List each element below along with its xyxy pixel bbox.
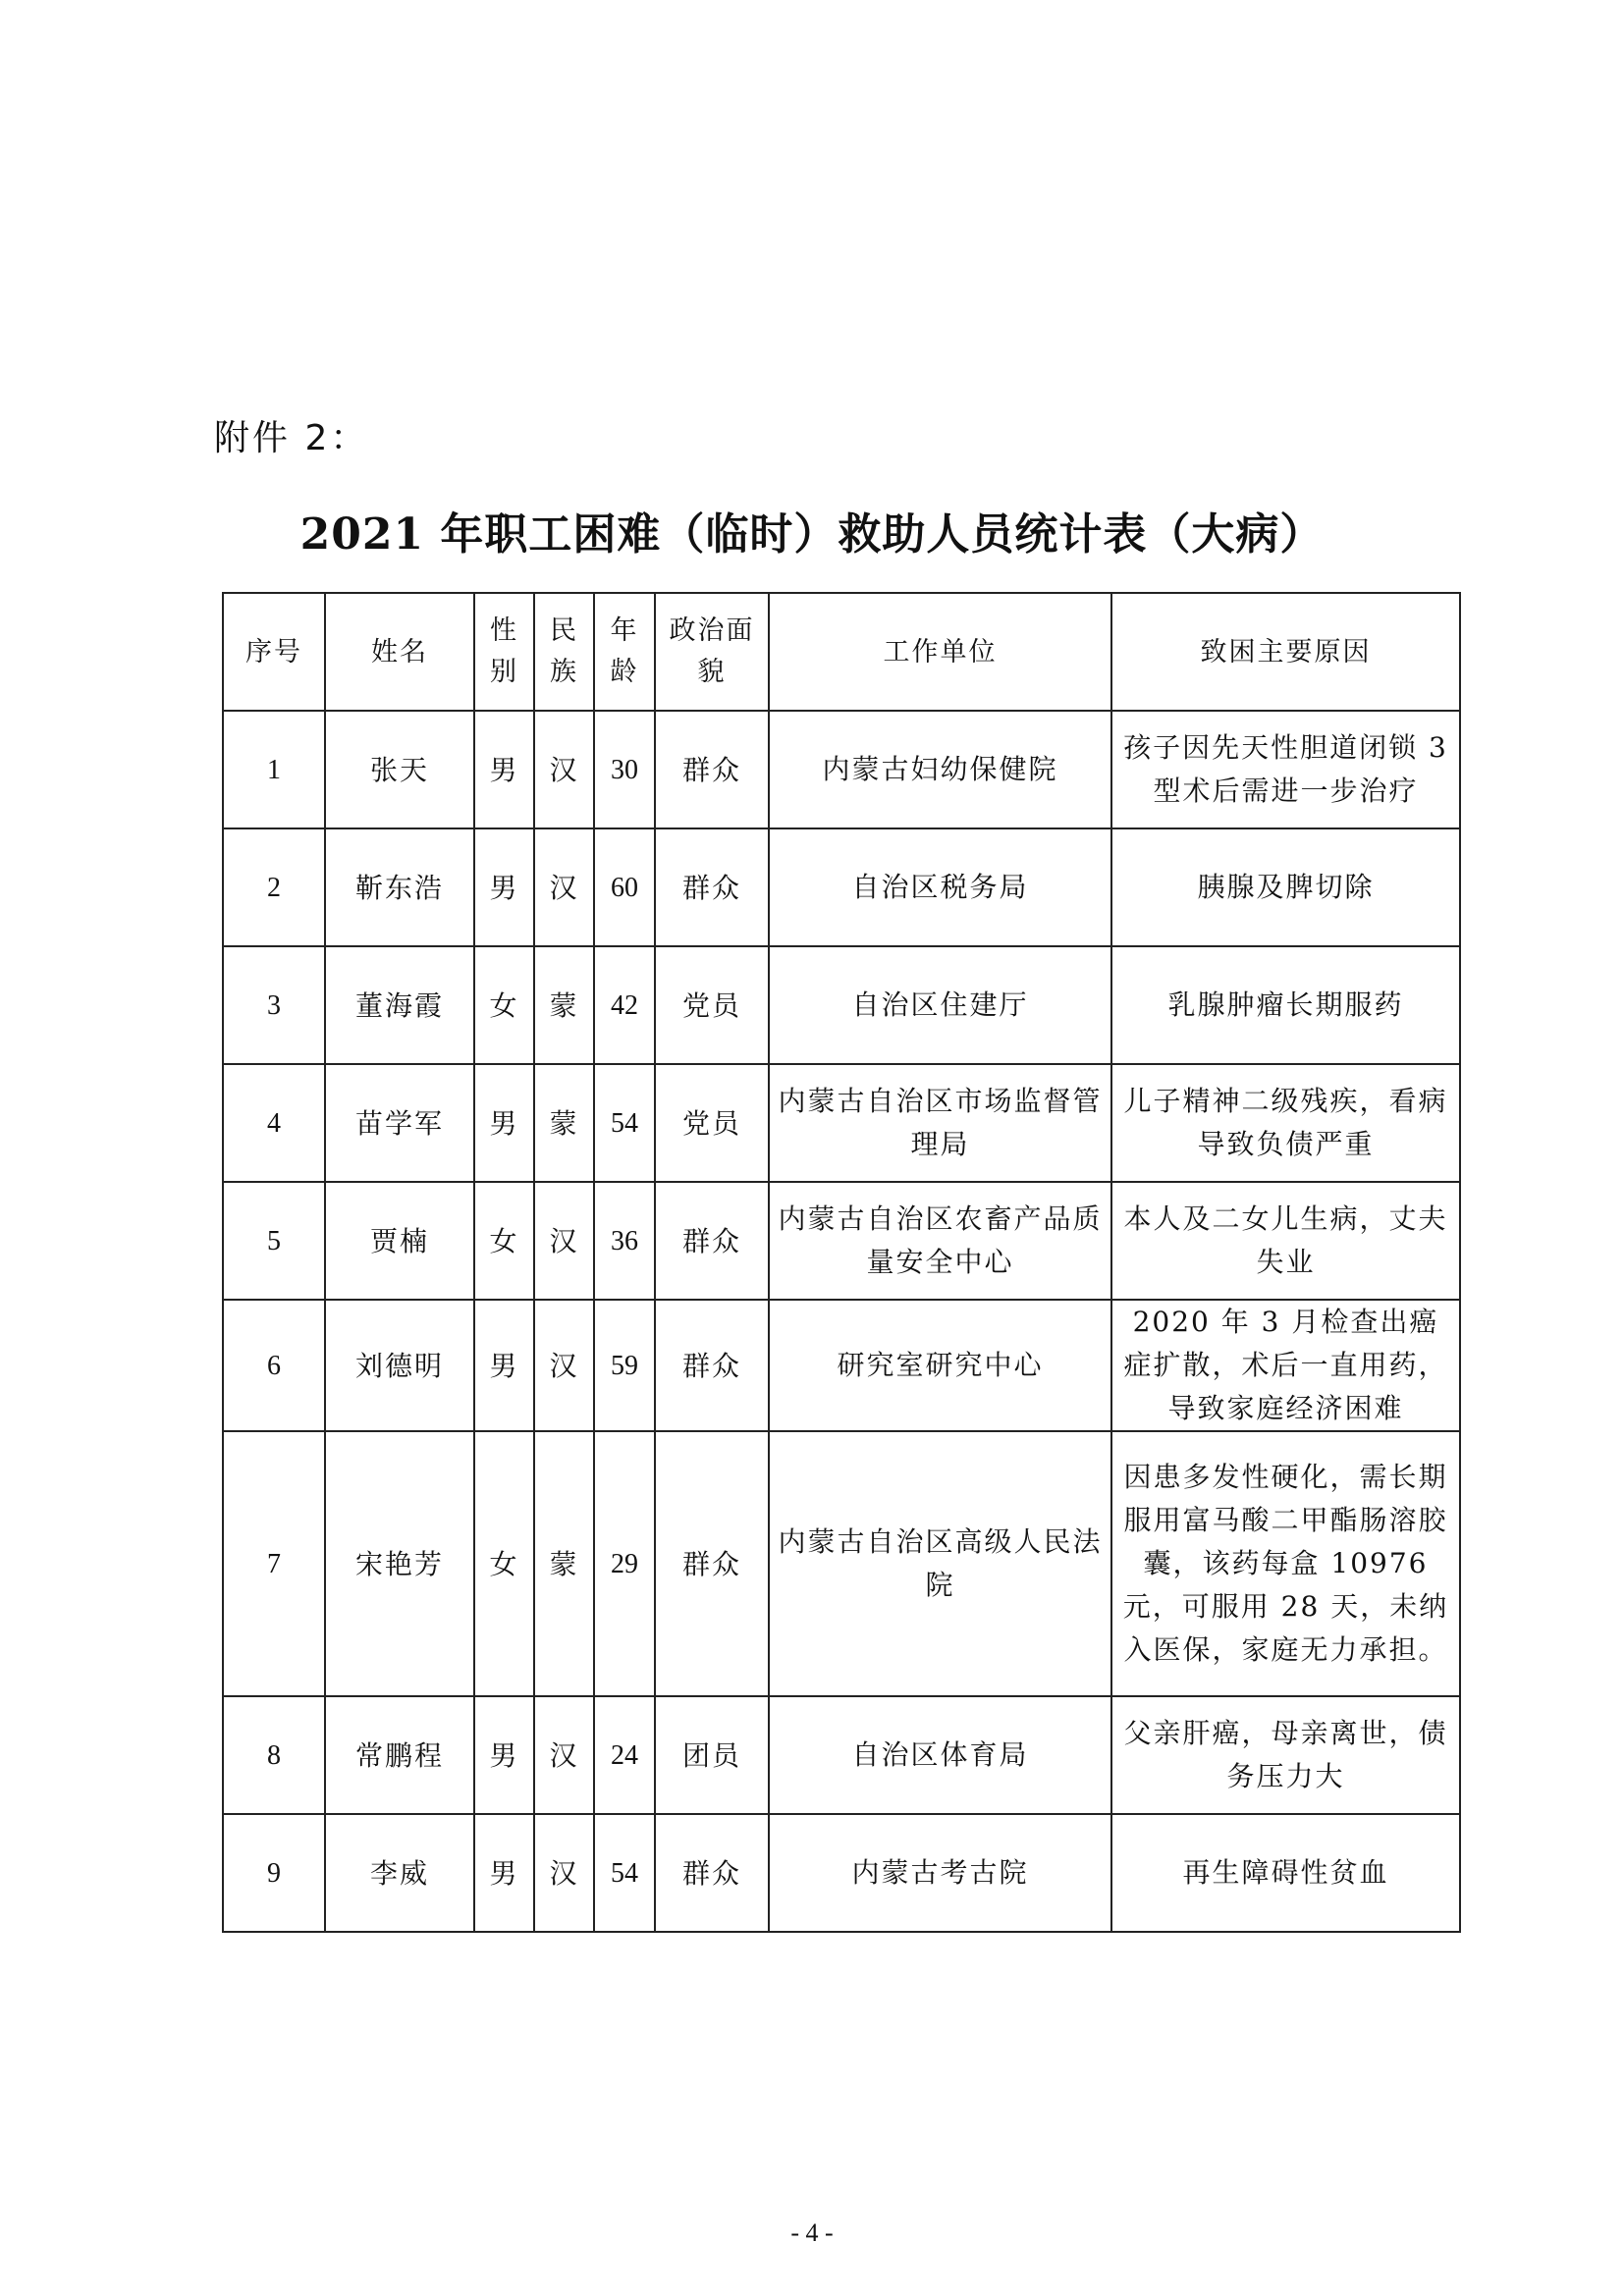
cell-political-status: 群众 xyxy=(655,828,769,946)
header-political-status: 政治面貌 xyxy=(655,593,769,711)
cell-political-status: 群众 xyxy=(655,1182,769,1300)
cell-ethnicity: 蒙 xyxy=(534,1431,594,1696)
cell-gender: 男 xyxy=(474,828,534,946)
cell-reason: 胰腺及脾切除 xyxy=(1111,828,1460,946)
cell-work-unit: 自治区住建厅 xyxy=(769,946,1111,1064)
cell-gender: 男 xyxy=(474,1064,534,1182)
table-row xyxy=(223,1431,1460,1696)
cell-ethnicity: 汉 xyxy=(534,1814,594,1932)
cell-work-unit: 内蒙古自治区市场监督管理局 xyxy=(769,1064,1111,1182)
cell-political-status: 党员 xyxy=(655,1064,769,1182)
table-row xyxy=(223,828,1460,946)
cell-age: 42 xyxy=(594,946,655,1064)
cell-age: 29 xyxy=(594,1431,655,1696)
cell-ethnicity: 汉 xyxy=(534,1182,594,1300)
cell-name: 常鹏程 xyxy=(325,1696,474,1814)
table-row xyxy=(223,711,1460,828)
header-index: 序号 xyxy=(223,593,325,711)
cell-reason: 再生障碍性贫血 xyxy=(1111,1814,1460,1932)
cell-work-unit: 内蒙古自治区高级人民法院 xyxy=(769,1431,1111,1696)
cell-ethnicity: 汉 xyxy=(534,1300,594,1431)
header-work-unit: 工作单位 xyxy=(769,593,1111,711)
cell-work-unit: 自治区体育局 xyxy=(769,1696,1111,1814)
header-reason: 致困主要原因 xyxy=(1111,593,1460,711)
cell-work-unit: 研究室研究中心 xyxy=(769,1300,1111,1431)
attachment-label: 附件 2： xyxy=(214,418,369,458)
cell-index: 4 xyxy=(223,1064,325,1182)
cell-index: 2 xyxy=(223,828,325,946)
cell-political-status: 团员 xyxy=(655,1696,769,1814)
cell-index: 6 xyxy=(223,1300,325,1431)
table-row xyxy=(223,1182,1460,1300)
cell-age: 59 xyxy=(594,1300,655,1431)
cell-name: 贾楠 xyxy=(325,1182,474,1300)
cell-ethnicity: 汉 xyxy=(534,1696,594,1814)
cell-name: 刘德明 xyxy=(325,1300,474,1431)
cell-index: 8 xyxy=(223,1696,325,1814)
cell-work-unit: 内蒙古考古院 xyxy=(769,1814,1111,1932)
cell-political-status: 群众 xyxy=(655,1814,769,1932)
cell-age: 54 xyxy=(594,1064,655,1182)
cell-index: 7 xyxy=(223,1431,325,1696)
cell-reason: 父亲肝癌，母亲离世，债务压力大 xyxy=(1111,1696,1460,1814)
cell-age: 30 xyxy=(594,711,655,828)
cell-work-unit: 内蒙古自治区农畜产品质量安全中心 xyxy=(769,1182,1111,1300)
cell-index: 9 xyxy=(223,1814,325,1932)
table-row xyxy=(223,1696,1460,1814)
cell-gender: 男 xyxy=(474,1300,534,1431)
cell-gender: 女 xyxy=(474,1182,534,1300)
cell-name: 苗学军 xyxy=(325,1064,474,1182)
cell-reason: 乳腺肿瘤长期服药 xyxy=(1111,946,1460,1064)
header-gender: 性别 xyxy=(474,593,534,711)
cell-name: 李威 xyxy=(325,1814,474,1932)
cell-reason: 2020 年 3 月检查出癌症扩散，术后一直用药，导致家庭经济困难 xyxy=(1111,1300,1460,1431)
cell-reason: 儿子精神二级残疾，看病导致负债严重 xyxy=(1111,1064,1460,1182)
cell-reason: 因患多发性硬化，需长期服用富马酸二甲酯肠溶胶囊，该药每盒 10976 元，可服用 28 天，未纳入医保，家庭无力承担。 xyxy=(1111,1431,1460,1696)
cell-name: 宋艳芳 xyxy=(325,1431,474,1696)
cell-ethnicity: 汉 xyxy=(534,828,594,946)
table-row xyxy=(223,1814,1460,1932)
cell-ethnicity: 汉 xyxy=(534,711,594,828)
header-age: 年龄 xyxy=(594,593,655,711)
table-row xyxy=(223,1300,1460,1431)
cell-name: 董海霞 xyxy=(325,946,474,1064)
cell-age: 54 xyxy=(594,1814,655,1932)
cell-political-status: 党员 xyxy=(655,946,769,1064)
cell-work-unit: 内蒙古妇幼保健院 xyxy=(769,711,1111,828)
cell-name: 张天 xyxy=(325,711,474,828)
table-row xyxy=(223,1064,1460,1182)
cell-index: 3 xyxy=(223,946,325,1064)
header-ethnicity: 民族 xyxy=(534,593,594,711)
cell-gender: 男 xyxy=(474,711,534,828)
cell-index: 1 xyxy=(223,711,325,828)
cell-gender: 男 xyxy=(474,1696,534,1814)
statistics-table xyxy=(222,592,1461,1933)
cell-reason: 本人及二女儿生病，丈夫失业 xyxy=(1111,1182,1460,1300)
cell-gender: 女 xyxy=(474,946,534,1064)
cell-political-status: 群众 xyxy=(655,1300,769,1431)
cell-work-unit: 自治区税务局 xyxy=(769,828,1111,946)
header-name: 姓名 xyxy=(325,593,474,711)
cell-age: 36 xyxy=(594,1182,655,1300)
cell-gender: 男 xyxy=(474,1814,534,1932)
page-number: - 4 - xyxy=(790,2218,834,2247)
cell-ethnicity: 蒙 xyxy=(534,1064,594,1182)
cell-age: 60 xyxy=(594,828,655,946)
cell-political-status: 群众 xyxy=(655,1431,769,1696)
document-title: 2021 年职工困难（临时）救助人员统计表（大病） xyxy=(299,509,1325,560)
cell-index: 5 xyxy=(223,1182,325,1300)
cell-political-status: 群众 xyxy=(655,711,769,828)
table-row xyxy=(223,946,1460,1064)
table-header-row xyxy=(223,593,1460,711)
cell-gender: 女 xyxy=(474,1431,534,1696)
cell-ethnicity: 蒙 xyxy=(534,946,594,1064)
cell-age: 24 xyxy=(594,1696,655,1814)
cell-reason: 孩子因先天性胆道闭锁 3 型术后需进一步治疗 xyxy=(1111,711,1460,828)
cell-name: 靳东浩 xyxy=(325,828,474,946)
